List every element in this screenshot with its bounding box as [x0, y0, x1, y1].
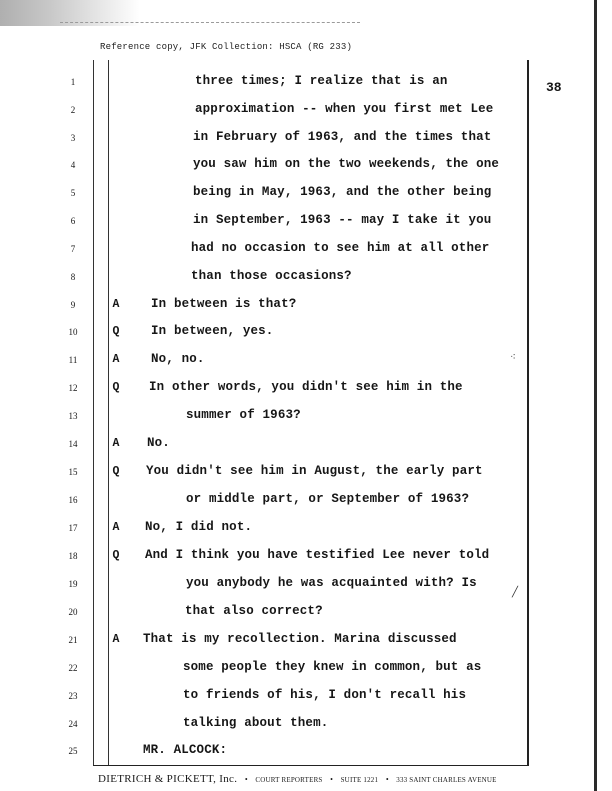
footer-services: COURT REPORTERS [255, 776, 323, 784]
line-number: 22 [68, 663, 78, 673]
scan-artifact-line [60, 22, 360, 24]
transcript-line [0, 632, 540, 654]
transcript-line [0, 548, 540, 570]
scan-edge-bar [594, 0, 597, 791]
speaker-label: Q [112, 325, 120, 338]
line-number: 7 [70, 244, 76, 254]
line-text: to friends of his, I don't recall his [183, 688, 467, 702]
line-number: 5 [70, 188, 76, 198]
speaker-label: A [112, 521, 120, 534]
line-text: in September, 1963 -- may I take it you [193, 213, 492, 227]
line-text: than those occasions? [191, 269, 352, 283]
margin-mark: ⁖ [510, 353, 516, 364]
line-number: 3 [70, 133, 76, 143]
line-text: In between is that? [151, 297, 297, 311]
line-text: you saw him on the two weekends, the one [193, 157, 500, 171]
line-number: 9 [70, 300, 76, 310]
page-number: 38 [546, 80, 562, 95]
line-text: being in May, 1963, and the other being [193, 185, 492, 199]
transcript-line [0, 576, 540, 598]
speaker-label: A [112, 437, 120, 450]
line-number: 6 [70, 216, 76, 226]
speaker-label: A [112, 298, 120, 311]
transcript-line [0, 464, 540, 486]
footer-separator: • [330, 775, 333, 784]
reference-header: Reference copy, JFK Collection: HSCA (RG 233) [100, 42, 353, 52]
line-number: 19 [68, 579, 78, 589]
speaker-label: A [112, 633, 120, 646]
footer-separator: • [385, 775, 389, 784]
speaker-label: Q [112, 549, 120, 562]
line-number: 17 [68, 523, 78, 533]
line-number: 10 [68, 327, 78, 337]
transcript-line [0, 297, 540, 319]
line-text: No. [147, 436, 170, 450]
transcript-line [0, 380, 540, 402]
line-number: 25 [68, 746, 78, 756]
transcript-line [0, 269, 540, 291]
line-number: 21 [68, 635, 78, 645]
transcript-line [0, 157, 540, 179]
line-text: In other words, you didn't see him in the [149, 380, 463, 394]
footer-address: 333 SAINT CHARLES AVENUE [396, 776, 497, 784]
line-text: No, no. [151, 352, 205, 366]
line-number: 2 [70, 105, 76, 115]
speaker-label: Q [112, 465, 120, 478]
speaker-label: Q [112, 381, 120, 394]
line-text: In between, yes. [151, 324, 274, 338]
line-text: MR. ALCOCK: [143, 743, 228, 757]
line-number: 16 [68, 495, 78, 505]
transcript-line [0, 408, 540, 430]
line-number: 8 [70, 272, 76, 282]
line-text: That is my recollection. Marina discussed [143, 632, 457, 646]
line-text: approximation -- when you first met Lee [195, 102, 494, 116]
transcript-line [0, 716, 540, 738]
line-number: 12 [68, 383, 78, 393]
footer-suite: SUITE 1221 [340, 776, 379, 784]
line-text: three times; I realize that is an [195, 74, 448, 88]
line-number: 15 [68, 467, 78, 477]
line-text: some people they knew in common, but as [183, 660, 482, 674]
line-number: 11 [68, 355, 78, 365]
line-text: that also correct? [185, 604, 323, 618]
line-text: talking about them. [183, 716, 329, 730]
line-text: had no occasion to see him at all other [191, 241, 490, 255]
transcript-line [0, 324, 540, 346]
transcript-line [0, 436, 540, 458]
transcript-line [0, 74, 540, 96]
transcript-line [0, 604, 540, 626]
line-text: or middle part, or September of 1963? [186, 492, 470, 506]
line-number: 1 [70, 77, 76, 87]
footer-separator: • [244, 775, 248, 784]
speaker-label: A [112, 353, 120, 366]
transcript-line [0, 352, 540, 374]
line-text: summer of 1963? [186, 408, 301, 422]
line-number: 4 [70, 160, 76, 170]
transcript-line [0, 185, 540, 207]
line-text: No, I did not. [145, 520, 253, 534]
margin-mark: ╱ [512, 588, 519, 599]
transcript-line [0, 520, 540, 542]
transcript-line [0, 743, 540, 765]
line-text: And I think you have testified Lee never told [145, 548, 490, 562]
line-number: 13 [68, 411, 78, 421]
footer [98, 773, 497, 785]
transcript-line [0, 130, 540, 152]
transcript-line [0, 213, 540, 235]
line-text: in February of 1963, and the times that [193, 130, 492, 144]
transcript-line [0, 688, 540, 710]
transcript-line [0, 492, 540, 514]
line-number: 24 [68, 719, 78, 729]
transcript-line [0, 660, 540, 682]
line-text: you anybody he was acquainted with? Is [186, 576, 477, 590]
transcript-line [0, 102, 540, 124]
transcript-line [0, 241, 540, 263]
line-text: You didn't see him in August, the early part [146, 464, 483, 478]
line-number: 23 [68, 691, 78, 701]
line-number: 18 [68, 551, 78, 561]
footer-firm: DIETRICH & PICKETT, Inc. [98, 773, 238, 785]
line-number: 20 [68, 607, 78, 617]
line-number: 14 [68, 439, 78, 449]
bottom-rule [93, 765, 529, 766]
